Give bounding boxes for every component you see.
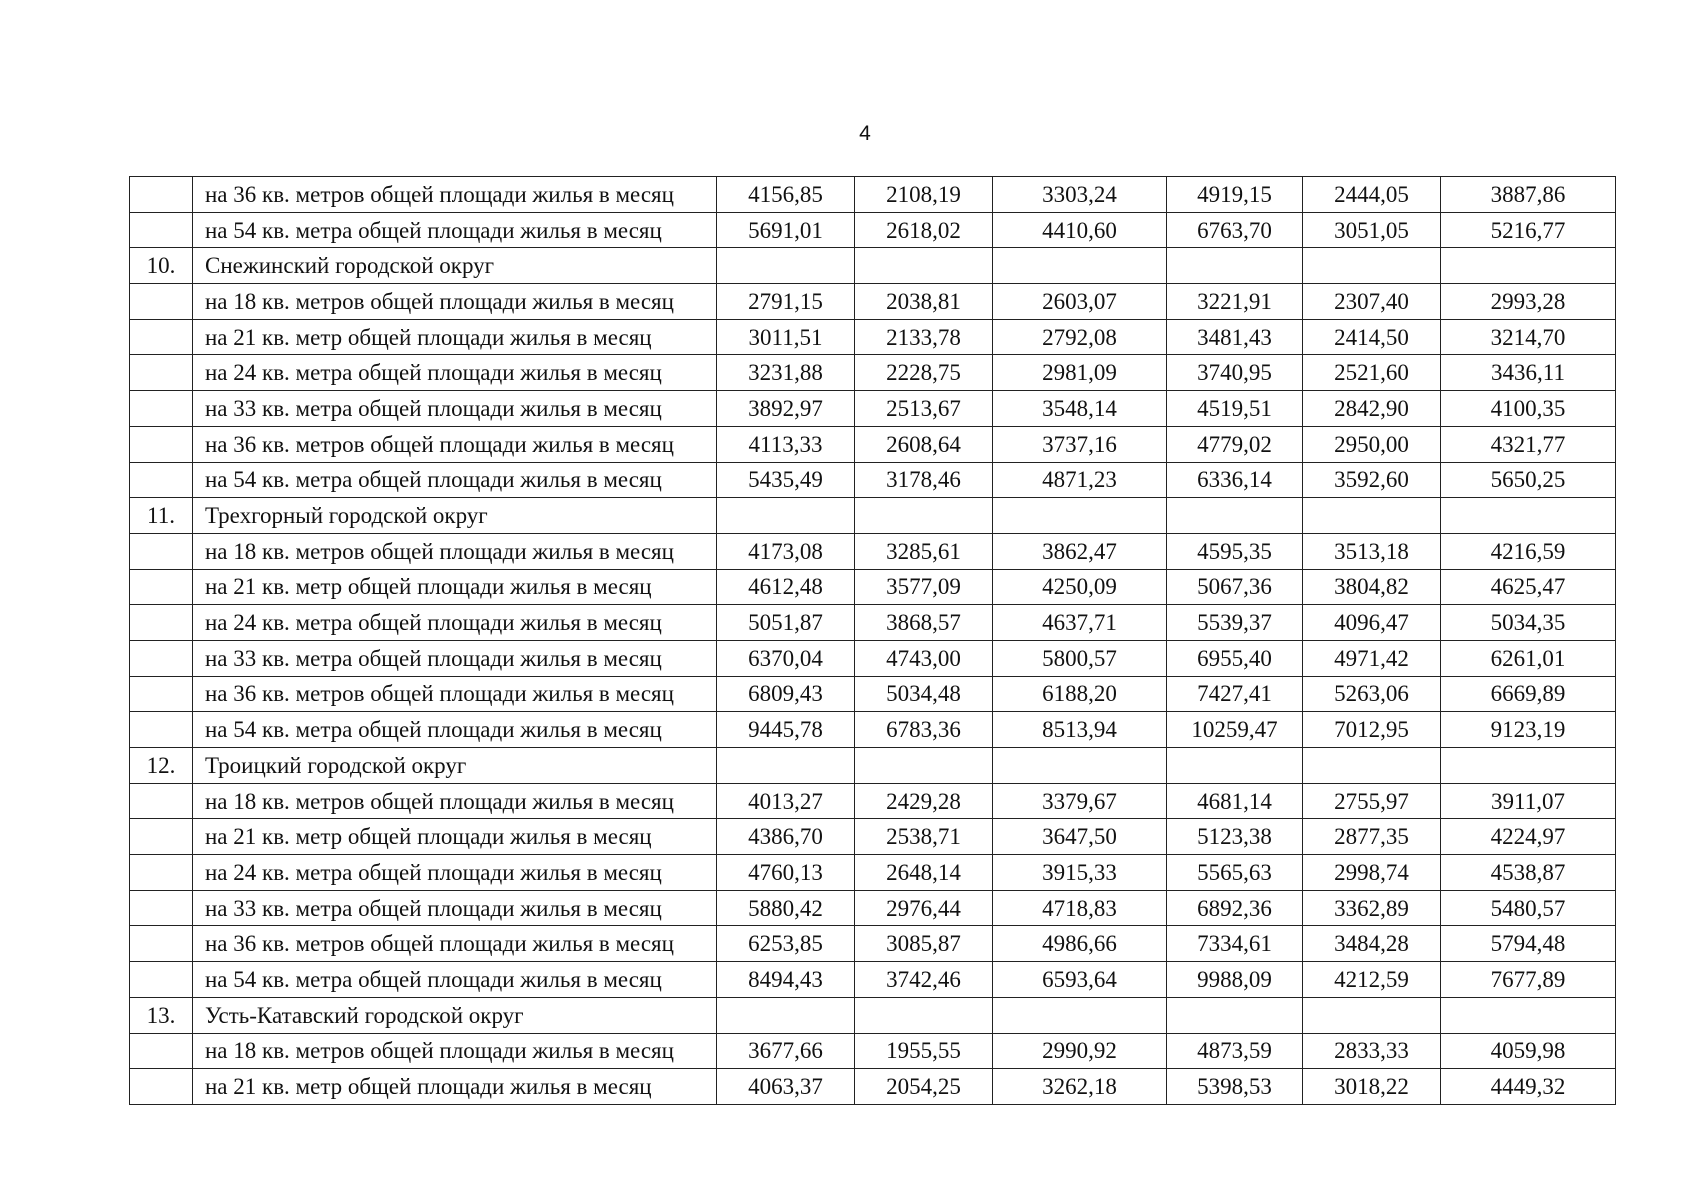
value-cell: 9123,19 — [1441, 712, 1616, 748]
value-cell — [1303, 498, 1441, 534]
value-cell: 5123,38 — [1167, 819, 1303, 855]
value-cell: 6593,64 — [993, 962, 1167, 998]
row-number-cell — [130, 462, 193, 498]
value-cell: 2228,75 — [855, 355, 993, 391]
value-cell: 3481,43 — [1167, 319, 1303, 355]
table-row — [130, 855, 1616, 891]
value-cell: 4681,14 — [1167, 783, 1303, 819]
value-cell: 4212,59 — [1303, 962, 1441, 998]
value-cell: 5034,48 — [855, 676, 993, 712]
value-cell — [1303, 997, 1441, 1033]
value-cell: 5216,77 — [1441, 212, 1616, 248]
table-row — [130, 212, 1616, 248]
value-cell: 5800,57 — [993, 640, 1167, 676]
area-label-cell: на 54 кв. метра общей площади жилья в месяц — [193, 962, 717, 998]
tariff-table — [129, 176, 1616, 1105]
value-cell: 7334,61 — [1167, 926, 1303, 962]
section-header-row — [130, 748, 1616, 784]
value-cell: 4637,71 — [993, 605, 1167, 641]
table-row — [130, 462, 1616, 498]
value-cell: 2976,44 — [855, 890, 993, 926]
row-number-cell — [130, 783, 193, 819]
row-number-cell — [130, 712, 193, 748]
value-cell — [717, 248, 855, 284]
area-label-cell: на 24 кв. метра общей площади жилья в месяц — [193, 855, 717, 891]
value-cell: 3362,89 — [1303, 890, 1441, 926]
value-cell: 5691,01 — [717, 212, 855, 248]
value-cell: 5435,49 — [717, 462, 855, 498]
value-cell: 6336,14 — [1167, 462, 1303, 498]
row-number-cell — [130, 1033, 193, 1069]
value-cell: 4595,35 — [1167, 533, 1303, 569]
value-cell: 6261,01 — [1441, 640, 1616, 676]
section-header-row — [130, 997, 1616, 1033]
value-cell: 3868,57 — [855, 605, 993, 641]
value-cell: 4113,33 — [717, 426, 855, 462]
value-cell: 7427,41 — [1167, 676, 1303, 712]
value-cell: 2990,92 — [993, 1033, 1167, 1069]
value-cell: 3436,11 — [1441, 355, 1616, 391]
value-cell: 4224,97 — [1441, 819, 1616, 855]
value-cell — [1167, 997, 1303, 1033]
value-cell: 4873,59 — [1167, 1033, 1303, 1069]
value-cell: 2414,50 — [1303, 319, 1441, 355]
value-cell: 5051,87 — [717, 605, 855, 641]
row-number-cell — [130, 533, 193, 569]
row-number-cell — [130, 212, 193, 248]
value-cell — [1441, 248, 1616, 284]
value-cell: 4779,02 — [1167, 426, 1303, 462]
value-cell: 5539,37 — [1167, 605, 1303, 641]
value-cell — [855, 248, 993, 284]
value-cell — [1441, 498, 1616, 534]
table-row — [130, 605, 1616, 641]
table-row — [130, 355, 1616, 391]
area-label-cell: на 21 кв. метр общей площади жилья в месяц — [193, 569, 717, 605]
value-cell — [993, 498, 1167, 534]
area-label-cell: на 33 кв. метра общей площади жилья в месяц — [193, 391, 717, 427]
value-cell — [1441, 997, 1616, 1033]
value-cell: 3677,66 — [717, 1033, 855, 1069]
value-cell: 3862,47 — [993, 533, 1167, 569]
area-label-cell: на 21 кв. метр общей площади жилья в месяц — [193, 1069, 717, 1105]
value-cell: 5880,42 — [717, 890, 855, 926]
area-label-cell: на 33 кв. метра общей площади жилья в месяц — [193, 890, 717, 926]
value-cell: 6955,40 — [1167, 640, 1303, 676]
value-cell: 4410,60 — [993, 212, 1167, 248]
row-number-cell: 12. — [130, 748, 193, 784]
value-cell: 4386,70 — [717, 819, 855, 855]
table-row — [130, 533, 1616, 569]
value-cell — [717, 498, 855, 534]
value-cell: 6669,89 — [1441, 676, 1616, 712]
table-row — [130, 962, 1616, 998]
value-cell: 10259,47 — [1167, 712, 1303, 748]
row-number-cell — [130, 426, 193, 462]
value-cell: 3051,05 — [1303, 212, 1441, 248]
value-cell: 5034,35 — [1441, 605, 1616, 641]
row-number-cell — [130, 355, 193, 391]
area-label-cell: на 18 кв. метров общей площади жилья в месяц — [193, 284, 717, 320]
value-cell — [855, 997, 993, 1033]
value-cell: 4971,42 — [1303, 640, 1441, 676]
value-cell: 3214,70 — [1441, 319, 1616, 355]
value-cell: 3740,95 — [1167, 355, 1303, 391]
value-cell: 2791,15 — [717, 284, 855, 320]
table-row — [130, 1069, 1616, 1105]
area-label-cell: на 36 кв. метров общей площади жилья в месяц — [193, 177, 717, 213]
value-cell — [717, 748, 855, 784]
value-cell: 2981,09 — [993, 355, 1167, 391]
area-label-cell: на 36 кв. метров общей площади жилья в месяц — [193, 426, 717, 462]
value-cell: 3892,97 — [717, 391, 855, 427]
value-cell: 6370,04 — [717, 640, 855, 676]
area-label-cell: на 54 кв. метра общей площади жилья в месяц — [193, 212, 717, 248]
value-cell — [993, 248, 1167, 284]
value-cell: 4173,08 — [717, 533, 855, 569]
table-row — [130, 926, 1616, 962]
value-cell: 2108,19 — [855, 177, 993, 213]
value-cell: 7012,95 — [1303, 712, 1441, 748]
area-label-cell: на 33 кв. метра общей площади жилья в месяц — [193, 640, 717, 676]
value-cell: 4538,87 — [1441, 855, 1616, 891]
value-cell: 2993,28 — [1441, 284, 1616, 320]
value-cell: 6783,36 — [855, 712, 993, 748]
value-cell — [993, 997, 1167, 1033]
value-cell: 2648,14 — [855, 855, 993, 891]
row-number-cell — [130, 569, 193, 605]
value-cell: 4216,59 — [1441, 533, 1616, 569]
value-cell: 1955,55 — [855, 1033, 993, 1069]
row-number-cell — [130, 177, 193, 213]
value-cell: 2618,02 — [855, 212, 993, 248]
district-name-cell: Снежинский городской округ — [193, 248, 717, 284]
table-row — [130, 319, 1616, 355]
area-label-cell: на 54 кв. метра общей площади жилья в месяц — [193, 462, 717, 498]
value-cell: 6763,70 — [1167, 212, 1303, 248]
value-cell — [1303, 748, 1441, 784]
row-number-cell — [130, 1069, 193, 1105]
value-cell: 2429,28 — [855, 783, 993, 819]
row-number-cell: 11. — [130, 498, 193, 534]
value-cell: 2538,71 — [855, 819, 993, 855]
value-cell: 4063,37 — [717, 1069, 855, 1105]
value-cell: 4743,00 — [855, 640, 993, 676]
area-label-cell: на 18 кв. метров общей площади жилья в месяц — [193, 533, 717, 569]
value-cell: 5398,53 — [1167, 1069, 1303, 1105]
table-row — [130, 1033, 1616, 1069]
value-cell: 6188,20 — [993, 676, 1167, 712]
table-row — [130, 640, 1616, 676]
value-cell: 2950,00 — [1303, 426, 1441, 462]
area-label-cell: на 21 кв. метр общей площади жилья в месяц — [193, 819, 717, 855]
value-cell: 3513,18 — [1303, 533, 1441, 569]
value-cell — [1167, 248, 1303, 284]
value-cell: 3915,33 — [993, 855, 1167, 891]
value-cell: 5794,48 — [1441, 926, 1616, 962]
value-cell: 4871,23 — [993, 462, 1167, 498]
row-number-cell — [130, 962, 193, 998]
value-cell — [855, 498, 993, 534]
value-cell: 4250,09 — [993, 569, 1167, 605]
value-cell: 5067,36 — [1167, 569, 1303, 605]
table-row — [130, 426, 1616, 462]
value-cell: 4718,83 — [993, 890, 1167, 926]
value-cell: 8494,43 — [717, 962, 855, 998]
district-name-cell: Усть-Катавский городской округ — [193, 997, 717, 1033]
row-number-cell — [130, 926, 193, 962]
row-number-cell — [130, 676, 193, 712]
value-cell: 9988,09 — [1167, 962, 1303, 998]
value-cell: 2038,81 — [855, 284, 993, 320]
row-number-cell — [130, 391, 193, 427]
value-cell: 3011,51 — [717, 319, 855, 355]
value-cell: 8513,94 — [993, 712, 1167, 748]
table-row — [130, 890, 1616, 926]
value-cell: 3592,60 — [1303, 462, 1441, 498]
value-cell — [1303, 248, 1441, 284]
value-cell: 2833,33 — [1303, 1033, 1441, 1069]
value-cell: 5263,06 — [1303, 676, 1441, 712]
table-row — [130, 391, 1616, 427]
value-cell: 4519,51 — [1167, 391, 1303, 427]
area-label-cell: на 18 кв. метров общей площади жилья в месяц — [193, 783, 717, 819]
row-number-cell — [130, 890, 193, 926]
value-cell — [717, 997, 855, 1033]
area-label-cell: на 24 кв. метра общей площади жилья в месяц — [193, 355, 717, 391]
table-row — [130, 712, 1616, 748]
row-number-cell — [130, 319, 193, 355]
value-cell: 4156,85 — [717, 177, 855, 213]
district-name-cell: Трехгорный городской округ — [193, 498, 717, 534]
section-header-row — [130, 248, 1616, 284]
value-cell: 4100,35 — [1441, 391, 1616, 427]
value-cell: 3262,18 — [993, 1069, 1167, 1105]
value-cell: 3085,87 — [855, 926, 993, 962]
value-cell: 6809,43 — [717, 676, 855, 712]
table-row — [130, 819, 1616, 855]
table-row — [130, 284, 1616, 320]
row-number-cell — [130, 855, 193, 891]
value-cell: 3742,46 — [855, 962, 993, 998]
row-number-cell — [130, 640, 193, 676]
value-cell: 5650,25 — [1441, 462, 1616, 498]
value-cell — [855, 748, 993, 784]
value-cell — [1167, 748, 1303, 784]
value-cell: 2755,97 — [1303, 783, 1441, 819]
row-number-cell — [130, 284, 193, 320]
table-row — [130, 676, 1616, 712]
value-cell: 3887,86 — [1441, 177, 1616, 213]
value-cell: 3548,14 — [993, 391, 1167, 427]
value-cell — [1441, 748, 1616, 784]
value-cell: 2133,78 — [855, 319, 993, 355]
value-cell: 2792,08 — [993, 319, 1167, 355]
value-cell: 4612,48 — [717, 569, 855, 605]
value-cell: 3303,24 — [993, 177, 1167, 213]
table-body — [130, 177, 1616, 1105]
table-row — [130, 569, 1616, 605]
value-cell: 3018,22 — [1303, 1069, 1441, 1105]
area-label-cell: на 54 кв. метра общей площади жилья в месяц — [193, 712, 717, 748]
value-cell: 5565,63 — [1167, 855, 1303, 891]
area-label-cell: на 36 кв. метров общей площади жилья в месяц — [193, 926, 717, 962]
value-cell: 4986,66 — [993, 926, 1167, 962]
value-cell: 3231,88 — [717, 355, 855, 391]
section-header-row — [130, 498, 1616, 534]
row-number-cell — [130, 819, 193, 855]
value-cell: 6253,85 — [717, 926, 855, 962]
row-number-cell: 13. — [130, 997, 193, 1033]
value-cell: 4013,27 — [717, 783, 855, 819]
value-cell: 4059,98 — [1441, 1033, 1616, 1069]
area-label-cell: на 21 кв. метр общей площади жилья в месяц — [193, 319, 717, 355]
district-name-cell: Троицкий городской округ — [193, 748, 717, 784]
area-label-cell: на 36 кв. метров общей площади жилья в месяц — [193, 676, 717, 712]
value-cell: 4760,13 — [717, 855, 855, 891]
table-row — [130, 783, 1616, 819]
row-number-cell: 10. — [130, 248, 193, 284]
value-cell: 4625,47 — [1441, 569, 1616, 605]
value-cell: 3737,16 — [993, 426, 1167, 462]
value-cell: 2842,90 — [1303, 391, 1441, 427]
page-number: 4 — [859, 122, 871, 145]
value-cell: 9445,78 — [717, 712, 855, 748]
value-cell: 2603,07 — [993, 284, 1167, 320]
value-cell: 3577,09 — [855, 569, 993, 605]
value-cell: 3379,67 — [993, 783, 1167, 819]
area-label-cell: на 24 кв. метра общей площади жилья в месяц — [193, 605, 717, 641]
value-cell: 4321,77 — [1441, 426, 1616, 462]
value-cell: 6892,36 — [1167, 890, 1303, 926]
value-cell: 3804,82 — [1303, 569, 1441, 605]
value-cell: 2521,60 — [1303, 355, 1441, 391]
value-cell: 2307,40 — [1303, 284, 1441, 320]
value-cell: 2444,05 — [1303, 177, 1441, 213]
value-cell: 2054,25 — [855, 1069, 993, 1105]
value-cell: 4449,32 — [1441, 1069, 1616, 1105]
value-cell: 3285,61 — [855, 533, 993, 569]
value-cell: 4919,15 — [1167, 177, 1303, 213]
table-row — [130, 177, 1616, 213]
value-cell: 3484,28 — [1303, 926, 1441, 962]
row-number-cell — [130, 605, 193, 641]
value-cell — [993, 748, 1167, 784]
value-cell: 3647,50 — [993, 819, 1167, 855]
value-cell: 2608,64 — [855, 426, 993, 462]
value-cell: 5480,57 — [1441, 890, 1616, 926]
value-cell: 3221,91 — [1167, 284, 1303, 320]
value-cell — [1167, 498, 1303, 534]
value-cell: 2998,74 — [1303, 855, 1441, 891]
value-cell: 3911,07 — [1441, 783, 1616, 819]
value-cell: 4096,47 — [1303, 605, 1441, 641]
area-label-cell: на 18 кв. метров общей площади жилья в месяц — [193, 1033, 717, 1069]
value-cell: 2513,67 — [855, 391, 993, 427]
value-cell: 2877,35 — [1303, 819, 1441, 855]
value-cell: 3178,46 — [855, 462, 993, 498]
value-cell: 7677,89 — [1441, 962, 1616, 998]
